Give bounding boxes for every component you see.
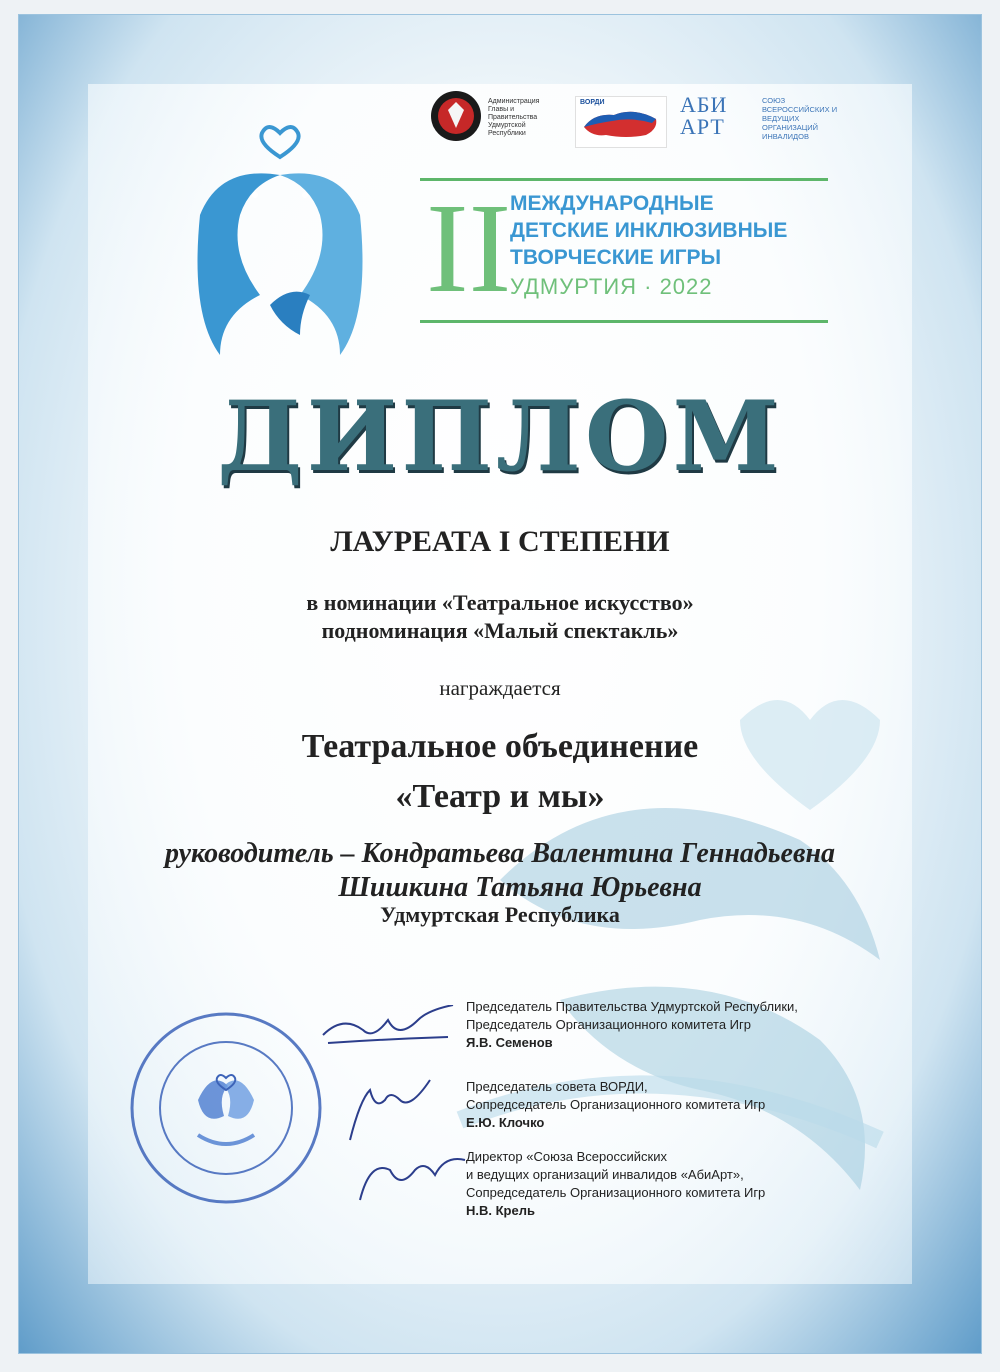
abiart-line2: АРТ xyxy=(680,114,725,139)
signatory-2-name: Е.Ю. Клочко xyxy=(466,1115,545,1130)
event-title-block xyxy=(420,178,830,324)
vordi-logo xyxy=(575,96,667,148)
signatory-2-role2: Сопредседатель Организационного комитета Игр xyxy=(466,1097,766,1112)
sponsor-logos xyxy=(430,82,850,162)
abiart-line1: АБИ xyxy=(680,92,728,117)
edition-number: II xyxy=(426,177,512,319)
signatory-1-name: Я.В. Семенов xyxy=(466,1035,553,1050)
signature-krel xyxy=(350,1150,470,1210)
russia-map-icon xyxy=(576,97,666,147)
laureate-degree: ЛАУРЕАТА I СТЕПЕНИ xyxy=(330,525,670,558)
signatory-1-role1: Председатель Правительства Удмуртской Республики, xyxy=(466,999,798,1014)
signature-klochko xyxy=(340,1070,440,1150)
signatory-1 xyxy=(466,998,798,1052)
subnomination: подноминация «Малый спектакль» xyxy=(321,618,679,643)
signatory-2 xyxy=(466,1078,765,1132)
organization-line2: «Театр и мы» xyxy=(395,778,605,815)
signatory-1-role2: Председатель Организационного комитета Игр xyxy=(466,1017,751,1032)
signatory-3 xyxy=(466,1148,765,1220)
dolphins-emblem-icon xyxy=(160,125,400,365)
event-name-line1: МЕЖДУНАРОДНЫЕ xyxy=(510,192,714,215)
diploma-heading: ДИПЛОМ xyxy=(217,380,783,493)
official-stamp-seal xyxy=(128,1010,324,1206)
signatory-3-name: Н.В. Крель xyxy=(466,1203,535,1218)
vordi-label: ВОРДИ xyxy=(580,99,605,106)
signatory-3-role1: Директор «Союза Всероссийских xyxy=(466,1149,667,1164)
abiart-logo xyxy=(680,94,727,138)
signatory-3-role2: и ведущих организаций инвалидов «АбиАрт», xyxy=(466,1167,744,1182)
event-place-year: УДМУРТИЯ · 2022 xyxy=(510,274,713,299)
region: Удмуртская Республика xyxy=(380,902,620,927)
event-name-line2: ДЕТСКИЕ ИНКЛЮЗИВНЫЕ xyxy=(510,219,788,242)
udmurtia-coat-of-arms-icon xyxy=(430,86,482,146)
nomination: в номинации «Театральное искусство» xyxy=(306,590,694,615)
signature-semenov xyxy=(318,1005,458,1053)
event-name xyxy=(510,190,787,271)
leader-line2: Шишкина Татьяна Юрьевна xyxy=(338,872,702,903)
abiart-subtitle: СОЮЗ ВСЕРОССИЙСКИХ И ВЕДУЩИХ ОРГАНИЗАЦИЙ ИНВАЛИДОВ xyxy=(762,96,838,141)
signatory-3-role3: Сопредседатель Организационного комитета Игр xyxy=(466,1185,766,1200)
event-name-line3: ТВОРЧЕСКИЕ ИГРЫ xyxy=(510,246,722,269)
title-rule-bottom xyxy=(420,320,828,323)
signatory-2-role1: Председатель совета ВОРДИ, xyxy=(466,1079,648,1094)
awarded-label: награждается xyxy=(439,676,561,700)
leader-line1: руководитель – Кондратьева Валентина Геннадьевна xyxy=(164,838,836,869)
gerb-caption: Администрация Главы и Правительства Удмуртской Республики xyxy=(488,98,540,137)
organization-line1: Театральное объединение xyxy=(301,728,699,765)
